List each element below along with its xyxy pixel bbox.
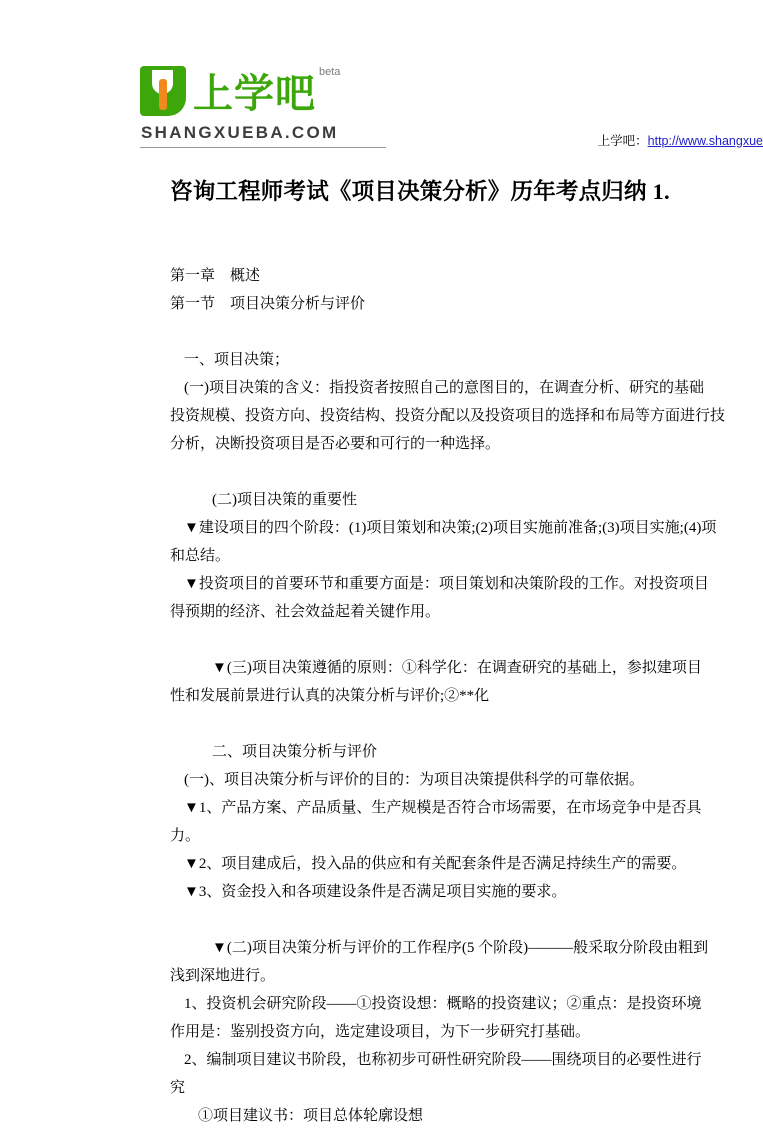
spacer xyxy=(170,710,763,738)
logo-beta-badge: beta xyxy=(319,66,341,78)
logo-wordmark: 上学吧 xyxy=(193,72,316,116)
spacer xyxy=(170,206,763,262)
site-logo[interactable] xyxy=(140,62,390,146)
spacer xyxy=(170,318,763,346)
text-line: 二、项目决策分析与评价 xyxy=(212,744,378,760)
text-line: 得预期的经济、社会效益起着关键作用。 xyxy=(170,604,441,620)
text-line: 投资规模、投资方向、投资结构、投资分配以及投资项目的选择和布局等方面进行技 xyxy=(170,408,726,424)
text-line: ▼投资项目的首要环节和重要方面是：项目策划和决策阶段的工作。对投资项目 xyxy=(184,576,709,592)
spacer xyxy=(170,626,763,654)
leaf-sprout-icon xyxy=(140,66,186,116)
text-line: 浅到深地进行。 xyxy=(170,968,276,984)
text-line: ▼(三)项目决策遵循的原则：①科学化：在调查研究的基础上，参拟建项目 xyxy=(212,660,702,676)
text-line: 第一节 项目决策分析与评价 xyxy=(170,296,366,312)
logo-row xyxy=(140,62,390,116)
site-credit xyxy=(598,131,763,149)
text-line: 究 xyxy=(170,1080,186,1096)
text-line: ▼建设项目的四个阶段：(1)项目策划和决策;(2)项目实施前准备;(3)项目实施;(4)项 xyxy=(184,520,717,536)
text-line: 力。 xyxy=(170,828,201,844)
text-line: ▼2、项目建成后，投入品的供应和有关配套条件是否满足持续生产的需要。 xyxy=(184,856,687,872)
text-line: ▼3、资金投入和各项建设条件是否满足项目实施的要求。 xyxy=(184,884,567,900)
text-line: ①项目建议书：项目总体轮廓设想 xyxy=(198,1108,424,1124)
spacer xyxy=(170,906,763,934)
logo-domain-text: SHANGXUEBA.COM xyxy=(141,123,339,142)
text-line: 作用是：鉴别投资方向，选定建设项目，为下一步研究打基础。 xyxy=(170,1024,591,1040)
text-line: 分析，决断投资项目是否必要和可行的一种选择。 xyxy=(170,436,501,452)
text-line: 2、编制项目建议书阶段，也称初步可研性研究阶段——围绕项目的必要性进行 xyxy=(184,1052,702,1068)
text-line: 第一章 概述 xyxy=(170,268,261,284)
logo-divider xyxy=(140,147,386,148)
site-credit-link[interactable]: http://www.shangxue xyxy=(647,134,763,148)
text-line: 1、投资机会研究阶段——①投资设想：概略的投资建议；②重点：是投资环境 xyxy=(184,996,702,1012)
text-line: (二)项目决策的重要性 xyxy=(212,492,357,508)
text-line: (一)、项目决策分析与评价的目的：为项目决策提供科学的可靠依据。 xyxy=(184,772,644,788)
text-line: 和总结。 xyxy=(170,548,231,564)
text-line: ▼(二)项目决策分析与评价的工作程序(5 个阶段)———般采取分阶段由粗到 xyxy=(212,940,709,956)
text-line: (一)项目决策的含义：指投资者按照自己的意图目的，在调查分析、研究的基础 xyxy=(184,380,704,396)
site-credit-label: 上学吧： xyxy=(597,134,648,148)
text-line: 一、项目决策； xyxy=(184,352,290,368)
page-header xyxy=(0,0,763,160)
text-line: ▼1、产品方案、产品质量、生产规模是否符合市场需要，在市场竞争中是否具 xyxy=(184,800,702,816)
text-line: 性和发展前景进行认真的决策分析与评价;②**化 xyxy=(170,688,490,704)
page-title: 咨询工程师考试《项目决策分析》历年考点归纳 1. xyxy=(170,179,670,204)
spacer xyxy=(170,458,763,486)
document-body xyxy=(0,206,763,1130)
